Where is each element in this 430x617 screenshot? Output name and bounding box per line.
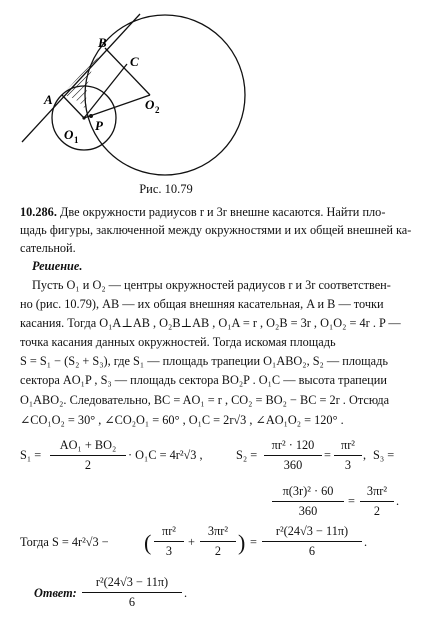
s2-fraction-bar — [264, 455, 322, 456]
s3-left: S₃ = — [373, 448, 395, 462]
solution-line: O₁ABO₂. Следовательно, BC = AO₁ = r , CO₂ = BO₂ − BC = 2r . Отсюда — [20, 393, 390, 407]
label-O1: O — [64, 127, 74, 142]
answer-dot: . — [184, 586, 188, 600]
tangent-line — [22, 14, 140, 142]
total-a-denominator: 3 — [165, 544, 173, 558]
solution-heading: Решение. — [32, 259, 83, 273]
total-left: Тогда S = 4r²√3 − — [20, 535, 109, 549]
total-a-numerator: πr² — [162, 524, 176, 538]
s3-denominator: 360 — [298, 504, 318, 518]
s2-numerator-2: πr² — [341, 438, 355, 452]
label-O2-sub: 2 — [155, 105, 160, 115]
answer-numerator: r²(24√3 − 11π) — [95, 575, 169, 589]
figure-caption: Рис. 10.79 — [139, 182, 193, 196]
label-O1-sub: 1 — [74, 135, 79, 145]
answer-fraction-bar — [82, 592, 182, 593]
s3-equals: = — [348, 494, 355, 508]
s1-denominator: 2 — [84, 458, 92, 472]
solution-line: точка касания данных окружностей. Тогда искомая площадь — [20, 335, 336, 349]
problem-text-1: Две окружности радиусов r и 3r внешне касаются. Найти пло- — [59, 205, 386, 219]
solution-line: ∠CO₁O₂ = 30° , ∠CO₂O₁ = 60° , O₁C = 2r√3 , ∠AO₁O₂ = 120° . — [20, 413, 344, 427]
answer-denominator: 6 — [128, 595, 136, 609]
answer-label: Ответ: — [34, 586, 77, 600]
s2-fraction-bar-2 — [334, 455, 362, 456]
total-dot: . — [364, 535, 368, 549]
s3-fraction-bar-2 — [360, 501, 394, 502]
problem-line-1 — [20, 205, 385, 220]
total-equals: = — [250, 535, 257, 549]
s2-denominator: 360 — [283, 458, 303, 472]
label-O2: O — [145, 97, 155, 112]
s1-fraction-bar — [50, 455, 126, 456]
s3-denominator-2: 2 — [373, 504, 381, 518]
geometry-figure — [0, 0, 430, 200]
s2-comma: , — [363, 448, 367, 462]
total-plus: + — [188, 535, 195, 549]
total-b-denominator: 2 — [214, 544, 222, 558]
s1-right: · O₁C = 4r²√3 , — [128, 448, 203, 462]
problem-line-3: сательной. — [20, 241, 76, 255]
solution-line: Пусть O₁ и O₂ — центры окружностей радиусов r и 3r соответствен- — [32, 278, 391, 292]
point-O1 — [82, 116, 85, 119]
total-b-fraction-bar — [200, 541, 236, 542]
total-a-fraction-bar — [154, 541, 184, 542]
total-rparen: ) — [238, 530, 246, 555]
s1-left: S₁ = — [20, 448, 42, 462]
label-P: P — [95, 118, 103, 133]
s2-left: S₂ = — [236, 448, 258, 462]
s3-dot: . — [396, 494, 400, 508]
problem-line-2: щадь фигуры, заключенной между окружностями и их общей внешней ка- — [20, 223, 412, 237]
total-fraction-bar — [262, 541, 362, 542]
label-A: A — [44, 92, 53, 107]
total-lparen: ( — [144, 530, 152, 555]
s3-numerator: π(3r)² · 60 — [282, 484, 334, 498]
problem-number: 10.286. — [20, 205, 57, 219]
total-numerator: r²(24√3 − 11π) — [275, 524, 349, 538]
solution-line: сектора AO₁P , S₃ — площадь сектора BO₂P . O₁C — высота трапеции — [20, 373, 387, 387]
label-C: C — [130, 54, 139, 69]
segment-B-O2 — [105, 48, 150, 95]
label-B: B — [98, 35, 107, 50]
s2-equals: = — [324, 448, 331, 462]
s3-numerator-2: 3πr² — [366, 484, 388, 498]
s2-denominator-2: 3 — [344, 458, 352, 472]
solution-line: касания. Тогда O₁A⊥AB , O₂B⊥AB , O₁A = r , O₂B = 3r , O₁O₂ = 4r . P — — [20, 316, 401, 330]
solution-line: S = S₁ − (S₂ + S₃), где S₁ — площадь трапеции O₁ABO₂, S₂ — площадь — [20, 354, 388, 368]
s1-numerator: AO₁ + BO₂ — [59, 438, 117, 452]
solution-line: но (рис. 10.79), AB — их общая внешняя касательная, A и B — точки — [20, 297, 384, 311]
point-P — [89, 114, 93, 118]
s3-fraction-bar — [272, 501, 344, 502]
large-circle — [85, 15, 245, 175]
s2-numerator: πr² · 120 — [271, 438, 315, 452]
total-denominator: 6 — [308, 544, 316, 558]
total-b-numerator: 3πr² — [207, 524, 229, 538]
